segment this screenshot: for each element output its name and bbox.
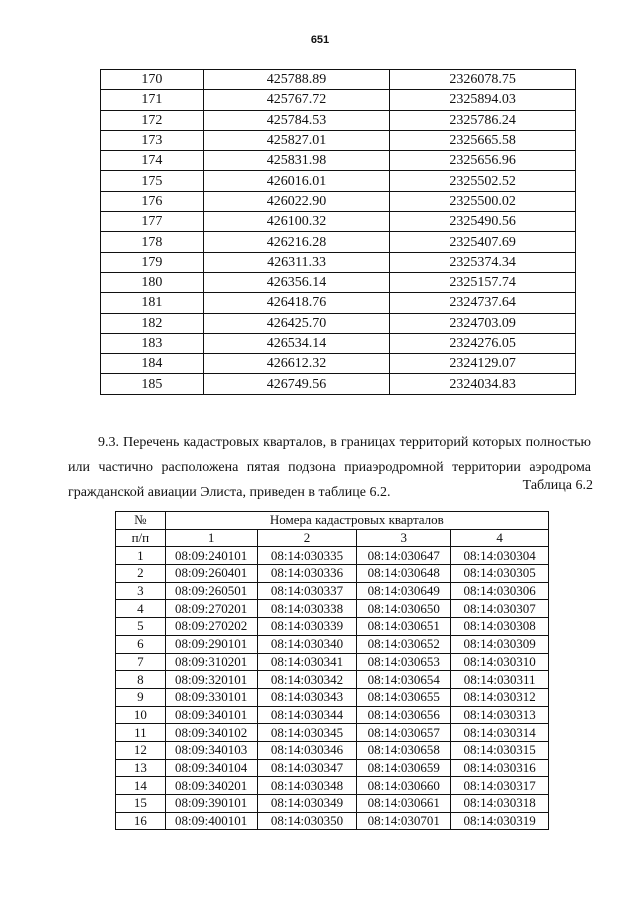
- table-cell: 08:09:310201: [165, 653, 257, 671]
- table-cell: 2325656.96: [390, 151, 576, 171]
- table-cell: 08:14:030345: [257, 724, 357, 742]
- table-row: [116, 777, 549, 795]
- table-cell: 2325786.24: [390, 110, 576, 130]
- paragraph-9-3: 9.3. Перечень кадастровых кварталов, в границах территорий которых полностью или частично расположена пятая подзона приаэродромной территории аэродрома гражданской авиации Элиста, приведен в таблице 6.2.: [68, 435, 591, 500]
- table-cell: 08:14:030315: [451, 741, 549, 759]
- table-cell: 425784.53: [203, 110, 390, 130]
- table-cell: 5: [116, 618, 166, 636]
- table-row: [101, 110, 576, 130]
- header-title: Номера кадастровых кварталов: [165, 512, 548, 530]
- table-cell: 426534.14: [203, 333, 390, 353]
- coordinates-table: [100, 69, 576, 395]
- table-cell: 08:09:270202: [165, 618, 257, 636]
- table-cell: 08:09:340104: [165, 759, 257, 777]
- table-cell: 2325407.69: [390, 232, 576, 252]
- table-cell: 08:14:030655: [357, 688, 451, 706]
- table-cell: 08:14:030339: [257, 618, 357, 636]
- table-row: [116, 582, 549, 600]
- table-cell: 179: [101, 252, 204, 272]
- table-cell: 08:14:030647: [357, 547, 451, 565]
- table-cell: 08:09:400101: [165, 812, 257, 830]
- table-cell: 08:14:030660: [357, 777, 451, 795]
- table-cell: 426216.28: [203, 232, 390, 252]
- table-row: [101, 90, 576, 110]
- table-cell: 08:09:340201: [165, 777, 257, 795]
- cadastral-quarters-table-body: [116, 547, 549, 830]
- table-cell: 08:14:030652: [357, 635, 451, 653]
- table-cell: 08:14:030649: [357, 582, 451, 600]
- table-cell: 08:14:030657: [357, 724, 451, 742]
- table-cell: 08:14:030654: [357, 671, 451, 689]
- table-cell: 08:14:030316: [451, 759, 549, 777]
- table-row: [116, 688, 549, 706]
- table-cell: 08:14:030341: [257, 653, 357, 671]
- table-cell: 176: [101, 191, 204, 211]
- table-cell: 08:14:030656: [357, 706, 451, 724]
- table-cell: 08:14:030312: [451, 688, 549, 706]
- table-cell: 10: [116, 706, 166, 724]
- table-cell: 08:14:030317: [451, 777, 549, 795]
- table-row: [101, 171, 576, 191]
- page-number: 651: [310, 34, 330, 46]
- header-number: №: [116, 512, 166, 530]
- table-row: [101, 70, 576, 90]
- table-cell: 08:09:290101: [165, 635, 257, 653]
- table-row: [116, 547, 549, 565]
- header-number-sub: п/п: [116, 529, 166, 547]
- table-cell: 08:09:260501: [165, 582, 257, 600]
- table-cell: 08:14:030313: [451, 706, 549, 724]
- table-cell: 174: [101, 151, 204, 171]
- table-cell: 08:14:030651: [357, 618, 451, 636]
- table-cell: 08:14:030701: [357, 812, 451, 830]
- table-cell: 2324276.05: [390, 333, 576, 353]
- table-row: [101, 374, 576, 394]
- table-cell: 08:14:030346: [257, 741, 357, 759]
- table-row: [101, 212, 576, 232]
- table-cell: 425831.98: [203, 151, 390, 171]
- table-cell: 426425.70: [203, 313, 390, 333]
- table-row: [101, 252, 576, 272]
- column-number: 4: [451, 529, 549, 547]
- table-cell: 13: [116, 759, 166, 777]
- table-cell: 08:14:030338: [257, 600, 357, 618]
- table-cell: 172: [101, 110, 204, 130]
- table-cell: 183: [101, 333, 204, 353]
- table-cell: 16: [116, 812, 166, 830]
- table-cell: 177: [101, 212, 204, 232]
- table-row: [116, 706, 549, 724]
- table-row: [101, 130, 576, 150]
- table-cell: 08:09:340103: [165, 741, 257, 759]
- table-cell: 08:14:030348: [257, 777, 357, 795]
- table-cell: 08:14:030310: [451, 653, 549, 671]
- table-cell: 2324129.07: [390, 354, 576, 374]
- table-row: [116, 635, 549, 653]
- column-number: 3: [357, 529, 451, 547]
- table-row: [101, 232, 576, 252]
- table-cell: 2325374.34: [390, 252, 576, 272]
- table-row: [101, 272, 576, 292]
- table-cell: 6: [116, 635, 166, 653]
- table-row: [116, 600, 549, 618]
- table-row: [101, 151, 576, 171]
- table-row: [116, 671, 549, 689]
- table-cell: 08:14:030343: [257, 688, 357, 706]
- table-cell: 3: [116, 582, 166, 600]
- table-cell: 08:14:030319: [451, 812, 549, 830]
- table-cell: 1: [116, 547, 166, 565]
- table-row: [116, 653, 549, 671]
- table-cell: 426100.32: [203, 212, 390, 232]
- table-cell: 426022.90: [203, 191, 390, 211]
- table-cell: 08:09:340101: [165, 706, 257, 724]
- coordinates-table-body: [101, 70, 576, 395]
- table-cell: 08:14:030349: [257, 795, 357, 813]
- table-cell: 175: [101, 171, 204, 191]
- table-cell: 173: [101, 130, 204, 150]
- table-cell: 08:14:030653: [357, 653, 451, 671]
- table-cell: 14: [116, 777, 166, 795]
- table-cell: 2325894.03: [390, 90, 576, 110]
- table-cell: 180: [101, 272, 204, 292]
- table-cell: 2324737.64: [390, 293, 576, 313]
- table-cell: 08:14:030335: [257, 547, 357, 565]
- table-cell: 08:14:030336: [257, 565, 357, 583]
- table-row: [101, 191, 576, 211]
- table-cell: 08:09:330101: [165, 688, 257, 706]
- table-cell: 08:14:030304: [451, 547, 549, 565]
- table-cell: 2326078.75: [390, 70, 576, 90]
- table-cell: 08:14:030307: [451, 600, 549, 618]
- table-cell: 08:14:030658: [357, 741, 451, 759]
- table-row: [116, 759, 549, 777]
- table-cell: 2324703.09: [390, 313, 576, 333]
- table-cell: 182: [101, 313, 204, 333]
- table-cell: 425827.01: [203, 130, 390, 150]
- table-row: [101, 333, 576, 353]
- table-cell: 426356.14: [203, 272, 390, 292]
- table-cell: 170: [101, 70, 204, 90]
- table-cell: 7: [116, 653, 166, 671]
- table-cell: 2325500.02: [390, 191, 576, 211]
- table-cell: 08:14:030340: [257, 635, 357, 653]
- table-caption: Таблица 6.2: [522, 478, 593, 493]
- table-cell: 11: [116, 724, 166, 742]
- table-cell: 08:14:030648: [357, 565, 451, 583]
- table-row: [116, 618, 549, 636]
- table-cell: 08:14:030308: [451, 618, 549, 636]
- table-cell: 08:14:030305: [451, 565, 549, 583]
- table-cell: 2325490.56: [390, 212, 576, 232]
- table-cell: 425767.72: [203, 90, 390, 110]
- table-row: [101, 293, 576, 313]
- table-cell: 08:09:240101: [165, 547, 257, 565]
- table-cell: 2324034.83: [390, 374, 576, 394]
- header-row: [116, 512, 549, 530]
- table-cell: 171: [101, 90, 204, 110]
- table-cell: 08:09:320101: [165, 671, 257, 689]
- table-cell: 8: [116, 671, 166, 689]
- table-cell: 2325665.58: [390, 130, 576, 150]
- table-cell: 08:09:340102: [165, 724, 257, 742]
- table-cell: 08:14:030318: [451, 795, 549, 813]
- table-cell: 2325157.74: [390, 272, 576, 292]
- table-row: [101, 354, 576, 374]
- table-cell: 08:09:270201: [165, 600, 257, 618]
- column-number: 2: [257, 529, 357, 547]
- table-cell: 178: [101, 232, 204, 252]
- table-cell: 426016.01: [203, 171, 390, 191]
- table-row: [116, 741, 549, 759]
- table-cell: 2325502.52: [390, 171, 576, 191]
- table-cell: 184: [101, 354, 204, 374]
- table-row: [101, 313, 576, 333]
- table-cell: 08:14:030347: [257, 759, 357, 777]
- cadastral-quarters-table: [115, 511, 549, 830]
- table-cell: 08:14:030661: [357, 795, 451, 813]
- table-cell: 08:14:030342: [257, 671, 357, 689]
- table-cell: 08:09:260401: [165, 565, 257, 583]
- table-cell: 15: [116, 795, 166, 813]
- table-cell: 2: [116, 565, 166, 583]
- table-row: [116, 724, 549, 742]
- table-cell: 08:14:030306: [451, 582, 549, 600]
- table-row: [116, 565, 549, 583]
- table-cell: 9: [116, 688, 166, 706]
- table-cell: 08:14:030659: [357, 759, 451, 777]
- table-cell: 425788.89: [203, 70, 390, 90]
- column-number: 1: [165, 529, 257, 547]
- table-cell: 12: [116, 741, 166, 759]
- table-cell: 08:09:390101: [165, 795, 257, 813]
- table-cell: 426418.76: [203, 293, 390, 313]
- table-cell: 185: [101, 374, 204, 394]
- table-cell: 08:14:030337: [257, 582, 357, 600]
- table-cell: 08:14:030309: [451, 635, 549, 653]
- table-cell: 426612.32: [203, 354, 390, 374]
- table-cell: 08:14:030650: [357, 600, 451, 618]
- table-cell: 08:14:030311: [451, 671, 549, 689]
- table-cell: 08:14:030344: [257, 706, 357, 724]
- table-cell: 426749.56: [203, 374, 390, 394]
- header-row-sub: [116, 529, 549, 547]
- table-cell: 426311.33: [203, 252, 390, 272]
- table-cell: 08:14:030314: [451, 724, 549, 742]
- table-row: [116, 812, 549, 830]
- table-cell: 08:14:030350: [257, 812, 357, 830]
- table-row: [116, 795, 549, 813]
- table-cell: 4: [116, 600, 166, 618]
- table-cell: 181: [101, 293, 204, 313]
